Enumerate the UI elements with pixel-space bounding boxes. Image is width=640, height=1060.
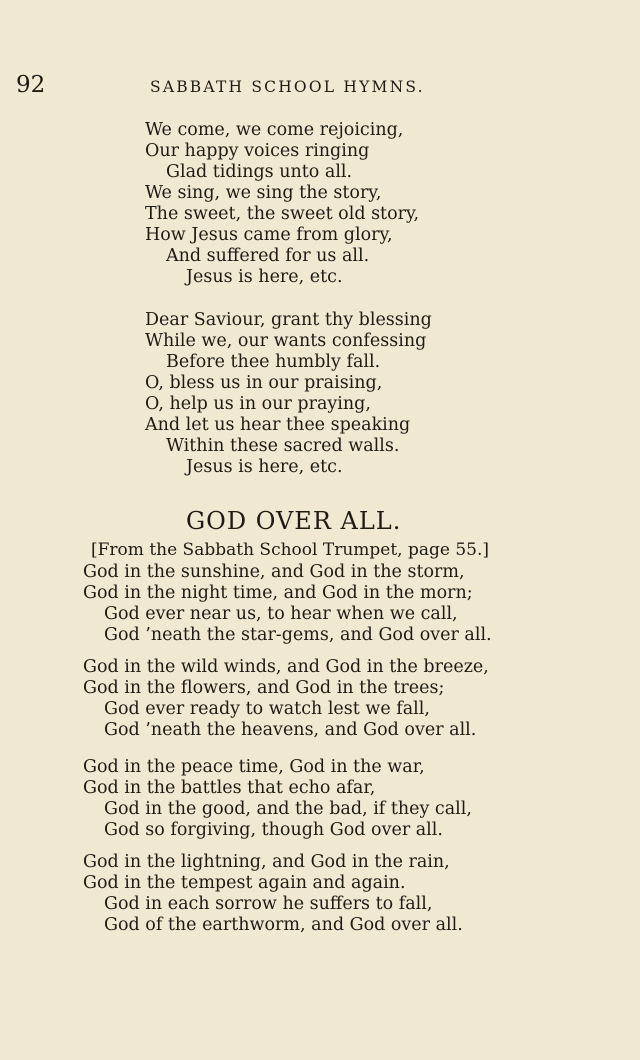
verse-line: God ever near us, to hear when we call,	[104, 604, 458, 624]
verse-line: And let us hear thee speaking	[145, 415, 411, 435]
verse-line: Within these sacred walls.	[166, 436, 400, 456]
verse-line: Glad tidings unto all.	[166, 162, 353, 182]
verse-line: God ’neath the heavens, and God over all.	[104, 720, 477, 740]
verse-line: Before thee humbly fall.	[166, 352, 381, 372]
verse-line: How Jesus came from glory,	[145, 225, 393, 245]
verse-line: Jesus is here, etc.	[186, 457, 343, 477]
verse-line: God in the lightning, and God in the rain,	[83, 852, 450, 872]
hymn-source: [From the Sabbath School Trumpet, page 55.]	[91, 540, 489, 560]
verse-line: While we, our wants confessing	[145, 331, 427, 351]
verse-line: God in the battles that echo afar,	[83, 778, 376, 798]
verse-line: Jesus is here, etc.	[186, 267, 343, 287]
verse-line: God in the tempest again and again.	[83, 873, 406, 893]
verse-line: Dear Saviour, grant thy blessing	[145, 310, 432, 330]
verse-line: God in the night time, and God in the morn;	[83, 583, 473, 603]
verse-line: Our happy voices ringing	[145, 141, 370, 161]
verse-line: God in the wild winds, and God in the breeze,	[83, 657, 489, 677]
verse-line: God in the peace time, God in the war,	[83, 757, 425, 777]
verse-line: God in the flowers, and God in the trees;	[83, 678, 445, 698]
page-number: 92	[16, 72, 46, 98]
verse-line: We come, we come rejoicing,	[145, 120, 404, 140]
verse-line: God of the earthworm, and God over all.	[104, 915, 463, 935]
verse-line: God ever ready to watch lest we fall,	[104, 699, 430, 719]
verse-line: And suffered for us all.	[166, 246, 370, 266]
verse-line: We sing, we sing the story,	[145, 183, 382, 203]
running-head: SABBATH SCHOOL HYMNS.	[150, 78, 425, 96]
verse-line: O, help us in our praying,	[145, 394, 371, 414]
verse-line: O, bless us in our praising,	[145, 373, 383, 393]
verse-line: God so forgiving, though God over all.	[104, 820, 443, 840]
verse-line: The sweet, the sweet old story,	[145, 204, 420, 224]
verse-line: God in the sunshine, and God in the storm,	[83, 562, 465, 582]
verse-line: God in each sorrow he suffers to fall,	[104, 894, 433, 914]
verse-line: God ’neath the star-gems, and God over all.	[104, 625, 492, 645]
verse-line: God in the good, and the bad, if they call,	[104, 799, 472, 819]
hymn-title: GOD OVER ALL.	[186, 507, 402, 535]
